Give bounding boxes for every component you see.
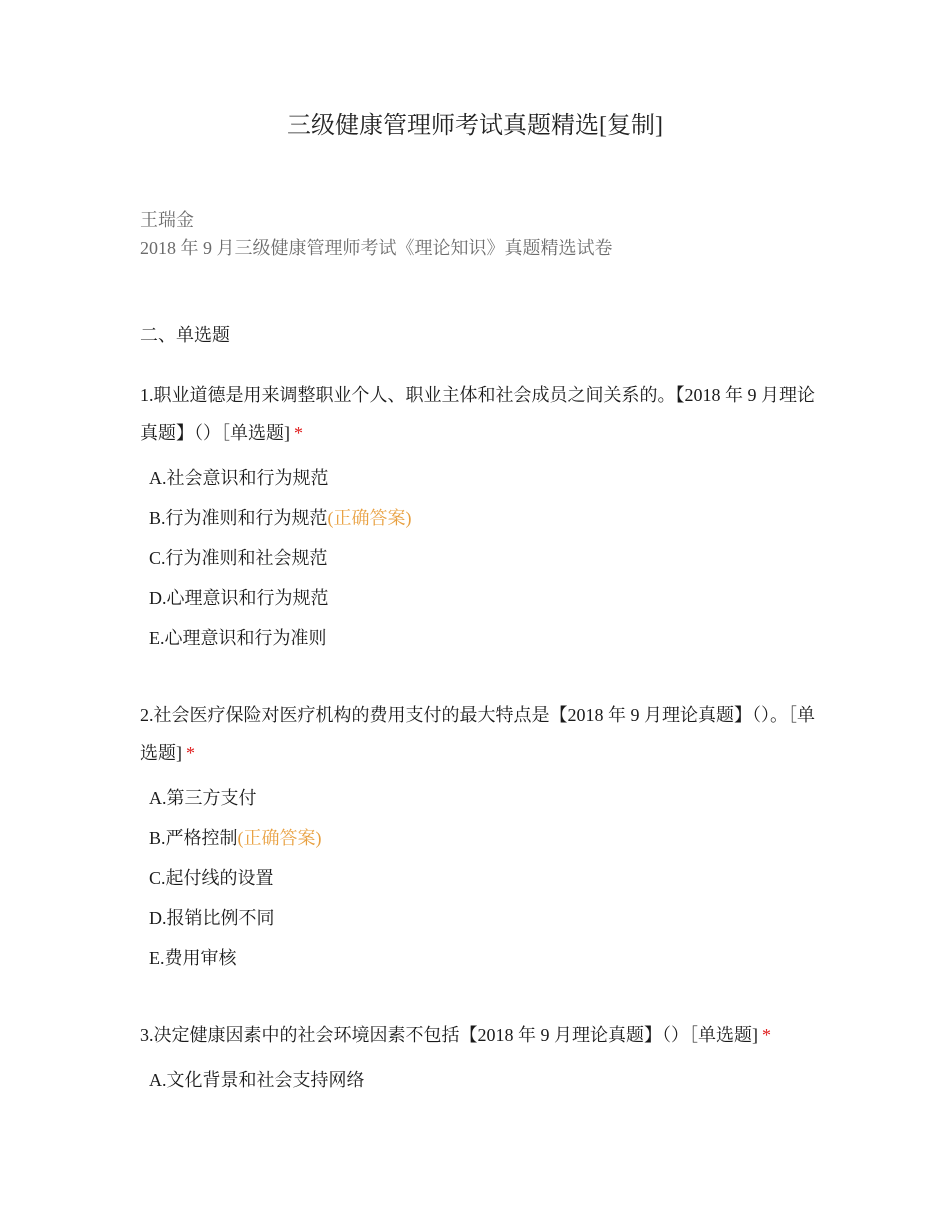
question-1 bbox=[140, 376, 830, 658]
option-label: E.费用审核 bbox=[149, 948, 237, 968]
question-stem bbox=[140, 376, 830, 452]
required-mark: * bbox=[762, 1025, 771, 1045]
option-c[interactable] bbox=[149, 858, 830, 898]
option-label: A.文化背景和社会支持网络 bbox=[149, 1070, 365, 1090]
question-stem-text: 3.决定健康因素中的社会环境因素不包括【2018 年 9 月理论真题】（）［单选题] bbox=[140, 1025, 758, 1045]
option-label: D.报销比例不同 bbox=[149, 908, 275, 928]
option-e[interactable] bbox=[149, 938, 830, 978]
required-mark: * bbox=[294, 423, 303, 443]
question-3 bbox=[140, 1016, 830, 1100]
option-label: A.第三方支付 bbox=[149, 788, 257, 808]
document-subtitle: 2018 年 9 月三级健康管理师考试《理论知识》真题精选试卷 bbox=[140, 238, 613, 258]
option-list bbox=[140, 458, 830, 658]
option-label: C.起付线的设置 bbox=[149, 868, 274, 888]
correct-answer-note: (正确答案) bbox=[327, 508, 412, 528]
option-e[interactable] bbox=[149, 618, 830, 658]
correct-answer-note: (正确答案) bbox=[237, 828, 322, 848]
question-stem-text: 1.职业道德是用来调整职业个人、职业主体和社会成员之间关系的。【2018 年 9 月理论真题】（）［单选题] bbox=[140, 385, 815, 443]
question-stem bbox=[140, 1016, 830, 1054]
option-a[interactable] bbox=[149, 778, 830, 818]
option-d[interactable] bbox=[149, 898, 830, 938]
option-d[interactable] bbox=[149, 578, 830, 618]
option-label: D.心理意识和行为规范 bbox=[149, 588, 329, 608]
question-2 bbox=[140, 696, 830, 978]
option-label: B.行为准则和行为规范 bbox=[149, 508, 328, 528]
option-c[interactable] bbox=[149, 538, 830, 578]
option-label: B.严格控制 bbox=[149, 828, 238, 848]
option-list bbox=[140, 778, 830, 978]
required-mark: * bbox=[186, 743, 195, 763]
option-a[interactable] bbox=[149, 458, 830, 498]
document-meta bbox=[140, 206, 613, 262]
option-label: E.心理意识和行为准则 bbox=[149, 628, 327, 648]
option-b[interactable] bbox=[149, 498, 830, 538]
section-title: 二、单选题 bbox=[140, 325, 230, 345]
question-stem bbox=[140, 696, 830, 772]
document-title: 三级健康管理师考试真题精选[复制] bbox=[287, 113, 663, 139]
option-a[interactable] bbox=[149, 1060, 830, 1100]
author-name: 王瑞金 bbox=[140, 210, 194, 230]
option-list bbox=[140, 1060, 830, 1100]
option-b[interactable] bbox=[149, 818, 830, 858]
question-stem-text: 2.社会医疗保险对医疗机构的费用支付的最大特点是【2018 年 9 月理论真题】（）。［单选题] bbox=[140, 705, 815, 763]
option-label: A.社会意识和行为规范 bbox=[149, 468, 329, 488]
option-label: C.行为准则和社会规范 bbox=[149, 548, 328, 568]
